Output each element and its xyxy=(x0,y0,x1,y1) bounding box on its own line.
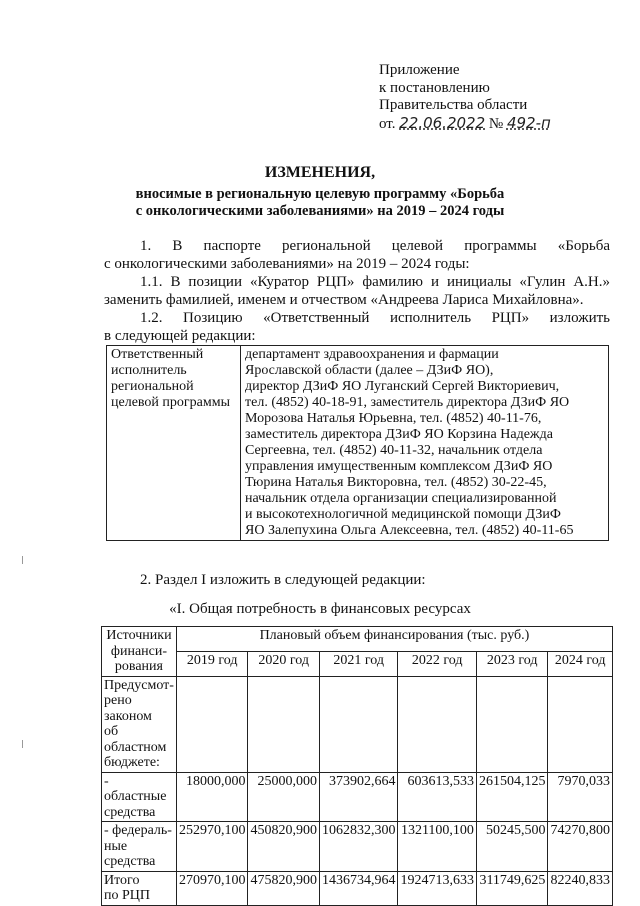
number-label: № xyxy=(488,115,504,132)
value-cell: 373902,664 xyxy=(319,772,398,822)
value-cell: 7970,033 xyxy=(548,772,613,822)
appendix-block xyxy=(379,62,551,133)
appendix-line: к постановлению xyxy=(379,79,490,96)
paragraph-1-2-line: 1.2. Позицию «Ответственный исполнитель РЦП» изложить xyxy=(140,310,610,326)
scan-mark xyxy=(22,556,23,564)
source-header-cell: Источники финанси- рования xyxy=(102,627,177,677)
table-header-row xyxy=(102,627,613,652)
cell-line: начальник отдела организации специализированной xyxy=(245,491,557,506)
finance-table xyxy=(101,626,613,906)
value-cell xyxy=(398,676,477,772)
value-cell xyxy=(476,676,548,772)
paragraph-1-line: с онкологическими заболеваниями» на 2019 – 2024 годы: xyxy=(104,256,470,272)
paragraph-2: 2. Раздел I изложить в следующей редакции: xyxy=(140,572,426,588)
cell-line: и высокотехнологичной медицинской помощи ДЗиФ xyxy=(245,507,561,522)
section-heading: «I. Общая потребность в финансовых ресурсах xyxy=(169,601,471,617)
value-cell xyxy=(548,676,613,772)
document-subtitle: вносимые в региональную целевую программу «Борьба xyxy=(135,186,505,202)
value-cell: 1924713,633 xyxy=(398,871,477,905)
value-cell: 50245,500 xyxy=(476,822,548,872)
paragraph-1-2-line: в следующей редакции: xyxy=(104,328,256,344)
value-cell: 25000,000 xyxy=(248,772,320,822)
value-cell: 1062832,300 xyxy=(319,822,398,872)
responsible-executor-table xyxy=(106,345,609,541)
value-cell: 311749,625 xyxy=(476,871,548,905)
responsible-label-cell xyxy=(107,346,241,541)
cell-line: департамент здравоохранения и фармации xyxy=(245,347,499,362)
year-header: 2021 год xyxy=(319,651,398,676)
table-row-total xyxy=(102,871,613,905)
row-label: - областные средства xyxy=(102,772,177,822)
table-row xyxy=(102,822,613,872)
cell-line: исполнитель xyxy=(111,363,187,378)
year-header: 2024 год xyxy=(548,651,613,676)
table-row xyxy=(102,772,613,822)
value-cell: 450820,900 xyxy=(248,822,320,872)
paragraph-1-1-line: заменить фамилией, именем и отчеством «Андреева Лариса Михайловна». xyxy=(104,292,584,308)
value-cell: 603613,533 xyxy=(398,772,477,822)
appendix-line: Приложение xyxy=(379,62,460,78)
number-value: 492-п xyxy=(506,113,551,132)
cell-line: целевой программы xyxy=(111,395,230,410)
cell-line: Тюрина Наталья Викторовна, тел. (4852) 30-22-45, xyxy=(245,475,547,490)
value-cell xyxy=(319,676,398,772)
value-cell: 270970,100 xyxy=(176,871,248,905)
responsible-value-cell xyxy=(241,346,609,541)
cell-line: тел. (4852) 40-18-91, заместитель директора ДЗиФ ЯО xyxy=(245,395,570,410)
plan-header-cell: Плановый объем финансирования (тыс. руб.) xyxy=(176,627,612,652)
row-label: Предусмот- рено законом об областном бюджете: xyxy=(102,676,177,772)
year-header: 2023 год xyxy=(476,651,548,676)
paragraph-1-line: 1. В паспорте региональной целевой программы «Борьба xyxy=(140,238,610,254)
cell-line: региональной xyxy=(111,379,194,394)
cell-line: Ярославской области (далее – ДЗиФ ЯО), xyxy=(245,363,494,378)
cell-line: Сергеевна, тел. (4852) 40-11-32, начальник отдела xyxy=(245,443,543,458)
value-cell xyxy=(248,676,320,772)
row-label: - федераль- ные средства xyxy=(102,822,177,872)
cell-line: директор ДЗиФ ЯО Луганский Сергей Викториевич, xyxy=(245,379,560,394)
appendix-line: Правительства области xyxy=(379,97,528,113)
value-cell: 74270,800 xyxy=(548,822,613,872)
cell-line: ЯО Залепухина Ольга Алексеевна, тел. (4852) 40-11-65 xyxy=(245,523,574,538)
cell-line: Ответственный xyxy=(111,347,204,362)
appendix-date-line: от. 22.06.2022 № 492-п xyxy=(379,113,551,132)
date-value: 22.06.2022 xyxy=(399,113,486,132)
cell-line: Морозова Наталья Юрьевна, тел. (4852) 40-11-76, xyxy=(245,411,542,426)
year-header: 2020 год xyxy=(248,651,320,676)
paragraph-1-1-line: 1.1. В позиции «Куратор РЦП» фамилию и инициалы «Гулин А.Н.» xyxy=(140,274,610,290)
document-subtitle: с онкологическими заболеваниями» на 2019 – 2024 годы xyxy=(135,203,505,219)
row-label: Итого по РЦП xyxy=(102,871,177,905)
value-cell: 1321100,100 xyxy=(398,822,477,872)
cell-line: заместитель директора ДЗиФ ЯО Корзина Надежда xyxy=(245,427,553,442)
year-header: 2022 год xyxy=(398,651,477,676)
year-header: 2019 год xyxy=(176,651,248,676)
table-row xyxy=(102,676,613,772)
value-cell: 1436734,964 xyxy=(319,871,398,905)
document-title: ИЗМЕНЕНИЯ, xyxy=(264,164,376,181)
date-prefix: от xyxy=(379,115,392,132)
table-header-row xyxy=(102,651,613,676)
value-cell: 475820,900 xyxy=(248,871,320,905)
value-cell: 82240,833 xyxy=(548,871,613,905)
cell-line: управления имущественным комплексом ДЗиФ ЯО xyxy=(245,459,553,474)
value-cell: 261504,125 xyxy=(476,772,548,822)
value-cell: 18000,000 xyxy=(176,772,248,822)
value-cell xyxy=(176,676,248,772)
table-row xyxy=(107,346,609,541)
value-cell: 252970,100 xyxy=(176,822,248,872)
scan-mark xyxy=(22,740,23,748)
